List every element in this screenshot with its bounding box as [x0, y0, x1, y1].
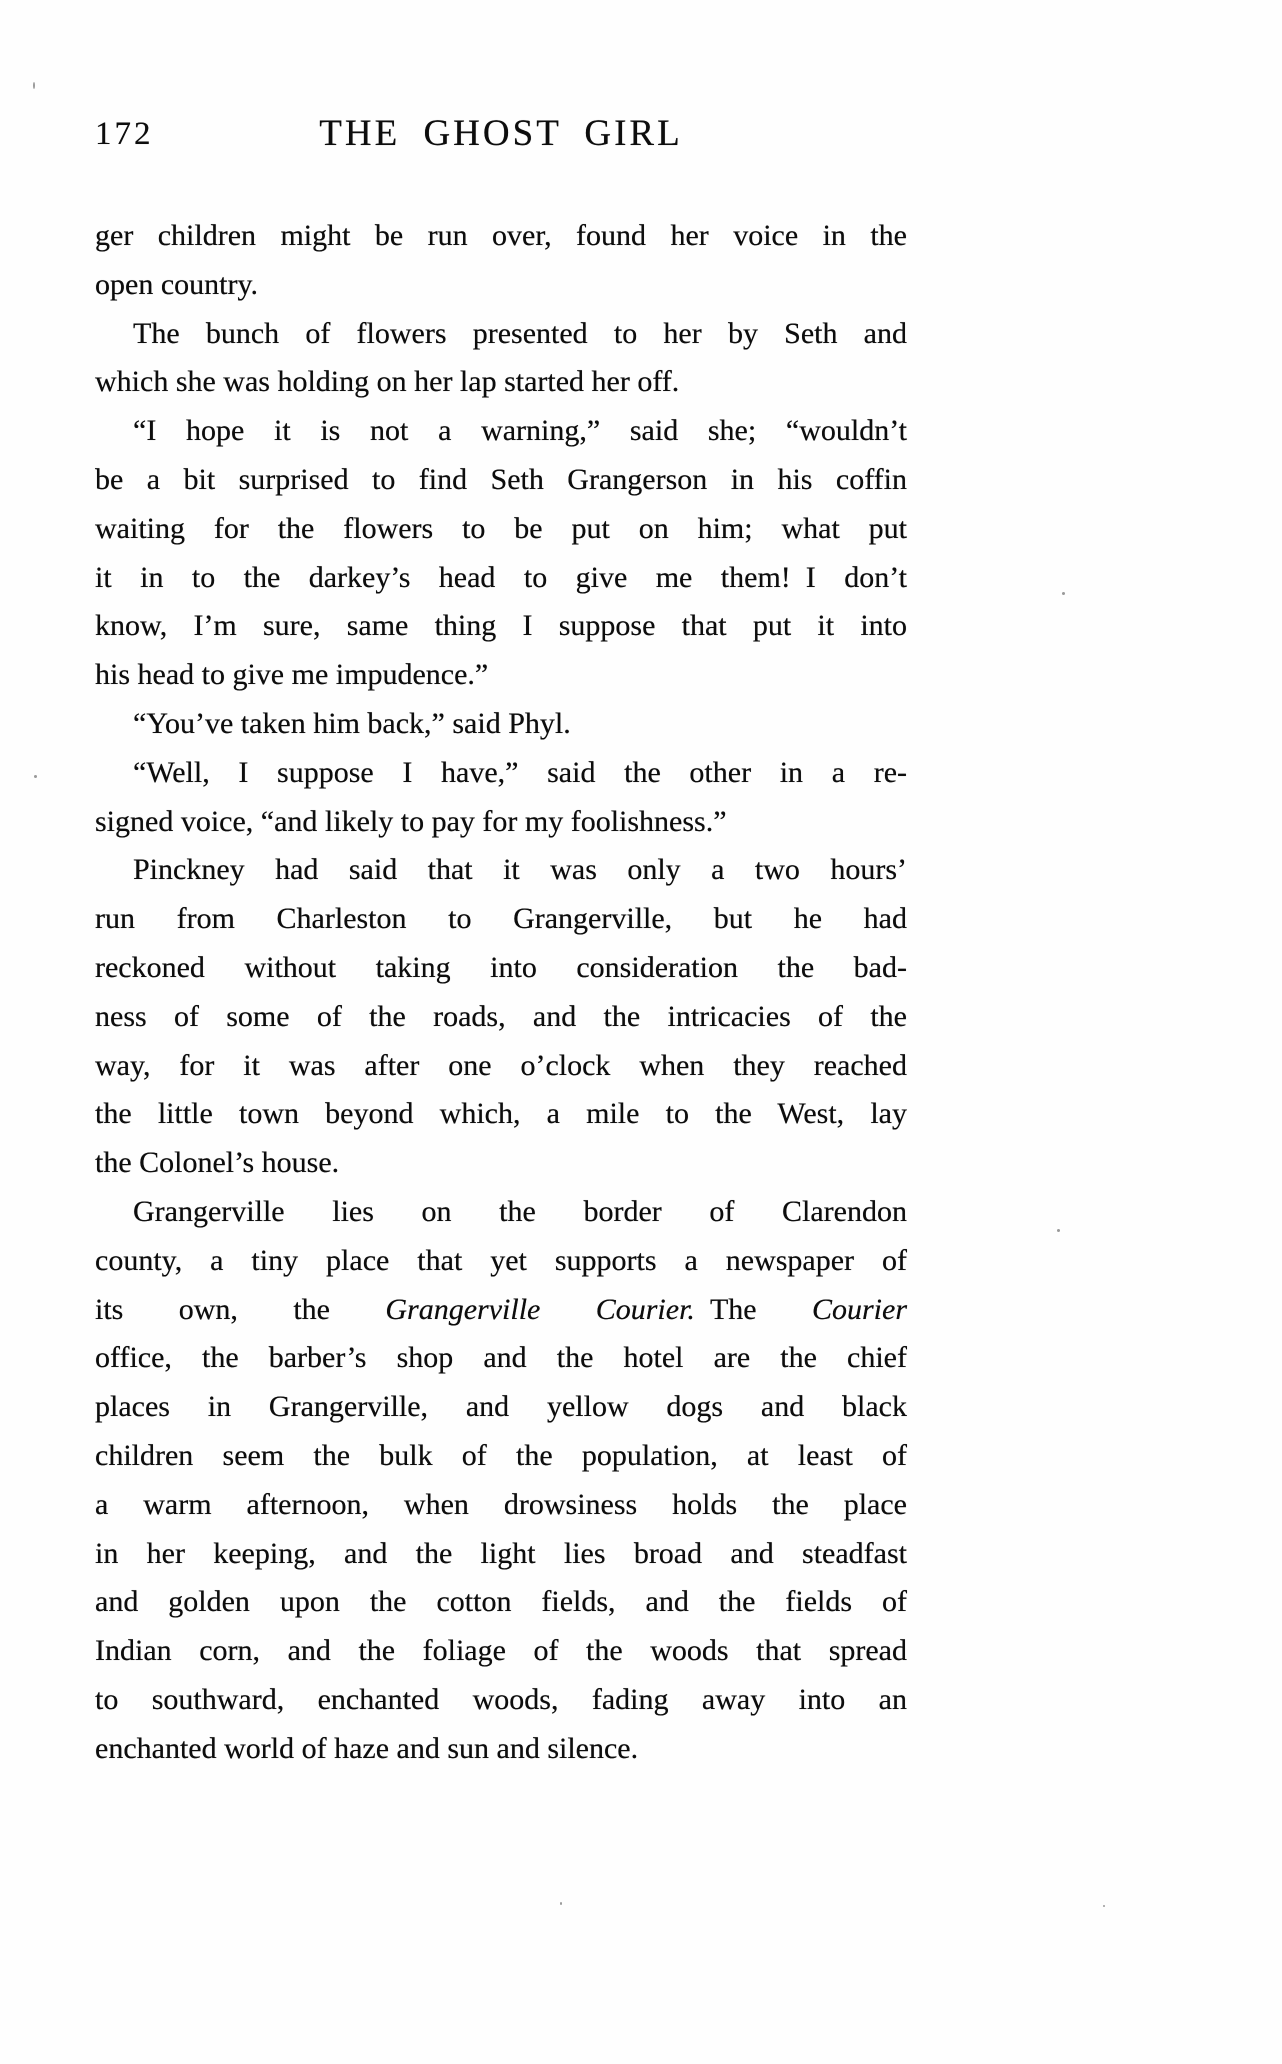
scan-speck	[33, 82, 35, 89]
text-line	[95, 1578, 907, 1627]
text-segment: The bunch of flowers presented to her by Seth and	[133, 316, 907, 350]
scan-speck	[1062, 592, 1065, 595]
text-line	[95, 554, 907, 603]
scan-speck	[1057, 1229, 1060, 1232]
text-segment: waiting for the flowers to be put on him; what put	[95, 511, 907, 545]
text-line	[95, 700, 907, 749]
text-segment: its own, the	[95, 1292, 386, 1326]
text-segment: open country.	[95, 267, 259, 301]
text-segment: run from Charleston to Grangerville, but he had	[95, 902, 907, 936]
text-segment: the Colonel’s house.	[95, 1146, 340, 1180]
text-line	[95, 1286, 907, 1335]
text-line	[95, 944, 907, 993]
text-segment: “Well, I suppose I have,” said the other in a re-	[133, 755, 907, 789]
text-segment: in her keeping, and the light lies broad and steadfast	[95, 1536, 907, 1570]
text-segment: way, for it was after one o’clock when they reached	[95, 1048, 907, 1082]
text-segment: Indian corn, and the foliage of the woods that spread	[95, 1634, 907, 1668]
text-segment: office, the barber’s shop and the hotel are the chief	[95, 1341, 907, 1375]
text-line	[95, 651, 907, 700]
text-line	[95, 1432, 907, 1481]
text-segment: which she was holding on her lap started her off.	[95, 365, 680, 399]
text-line	[95, 846, 907, 895]
text-line	[95, 749, 907, 798]
text-segment: enchanted world of haze and sun and silence.	[95, 1731, 639, 1765]
text-segment: ness of some of the roads, and the intricacies of the	[95, 999, 907, 1033]
text-segment: to southward, enchanted woods, fading away into an	[95, 1682, 907, 1716]
text-line	[95, 1627, 907, 1676]
text-segment: Pinckney had said that it was only a two hours’	[133, 853, 907, 887]
text-line	[95, 1090, 907, 1139]
text-segment: and golden upon the cotton fields, and the fields of	[95, 1585, 907, 1619]
text-segment: Grangerville lies on the border of Clarendon	[133, 1194, 907, 1228]
text-segment: his head to give me impudence.”	[95, 658, 489, 692]
text-line	[95, 1334, 907, 1383]
scan-speck	[1103, 1905, 1105, 1907]
text-line	[95, 1725, 907, 1774]
text-line	[95, 895, 907, 944]
text-line	[95, 1237, 907, 1286]
text-line	[95, 261, 907, 310]
text-line	[95, 310, 907, 359]
page-header	[95, 112, 907, 158]
text-segment: children seem the bulk of the population, at least of	[95, 1438, 907, 1472]
text-line	[95, 1042, 907, 1091]
text-segment: places in Grangerville, and yellow dogs and black	[95, 1390, 907, 1424]
text-segment: the little town beyond which, a mile to the West, lay	[95, 1097, 907, 1131]
text-line	[95, 456, 907, 505]
running-title: THE GHOST GIRL	[319, 113, 683, 154]
text-line	[95, 505, 907, 554]
scan-speck	[34, 775, 37, 778]
text-body	[95, 212, 907, 1774]
text-line	[95, 358, 907, 407]
scan-speck	[560, 1902, 562, 1905]
text-line	[95, 1530, 907, 1579]
text-line	[95, 212, 907, 261]
text-segment: signed voice, “and likely to pay for my foolishness.”	[95, 804, 727, 838]
text-line	[95, 1139, 907, 1188]
text-line	[95, 798, 907, 847]
italic-text: Courier	[811, 1292, 907, 1326]
text-line	[95, 993, 907, 1042]
text-segment: The	[694, 1292, 812, 1326]
text-line	[95, 602, 907, 651]
text-segment: be a bit surprised to find Seth Grangerson in his coffin	[95, 462, 907, 496]
text-segment: ger children might be run over, found her voice in the	[95, 219, 907, 252]
text-segment: “You’ve taken him back,” said Phyl.	[133, 706, 571, 740]
text-line	[95, 1481, 907, 1530]
italic-text: Grangerville Courier.	[385, 1292, 695, 1326]
page-number: 172	[95, 116, 154, 152]
text-line	[95, 1676, 907, 1725]
text-segment: reckoned without taking into consideration the bad-	[95, 950, 907, 984]
text-line	[95, 407, 907, 456]
text-line	[95, 1383, 907, 1432]
text-segment: it in to the darkey’s head to give me them! I don’t	[95, 560, 907, 594]
text-segment: “I hope it is not a warning,” said she; “wouldn’t	[133, 414, 907, 448]
text-line	[95, 1188, 907, 1237]
text-segment: know, I’m sure, same thing I suppose that put it into	[95, 609, 907, 643]
text-segment: county, a tiny place that yet supports a newspaper of	[95, 1243, 907, 1277]
text-segment: a warm afternoon, when drowsiness holds the place	[95, 1487, 907, 1521]
